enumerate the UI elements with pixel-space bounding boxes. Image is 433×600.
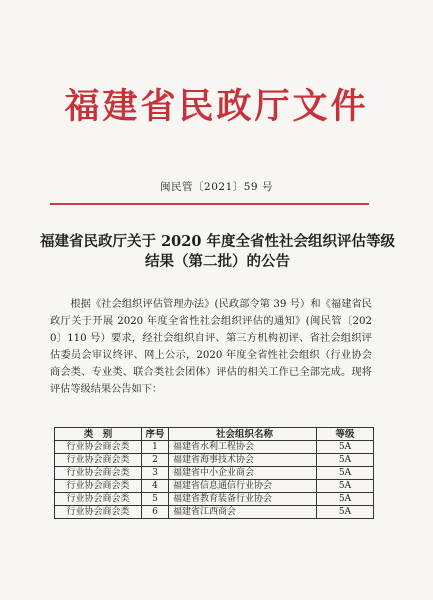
header-seq: 序号 xyxy=(142,428,169,441)
table-row xyxy=(55,493,374,506)
row-level: 5A xyxy=(317,454,374,467)
header-name: 社会组织名称 xyxy=(169,428,317,441)
table-row xyxy=(55,467,374,480)
red-divider-line xyxy=(50,203,369,205)
row-org-name: 福建省江西商会 xyxy=(169,506,317,519)
header-category: 类 别 xyxy=(55,428,142,441)
row-org-name: 福建省水利工程协会 xyxy=(169,441,317,454)
row-category: 行业协会商会类 xyxy=(55,480,142,493)
evaluation-results-table xyxy=(54,427,374,519)
table-row xyxy=(55,441,374,454)
row-category: 行业协会商会类 xyxy=(55,441,142,454)
row-org-name: 福建省海事技术协会 xyxy=(169,454,317,467)
row-seq: 6 xyxy=(142,506,169,519)
row-level: 5A xyxy=(317,467,374,480)
table-header-row xyxy=(55,428,374,441)
notice-body xyxy=(50,296,372,398)
row-category: 行业协会商会类 xyxy=(55,493,142,506)
row-seq: 4 xyxy=(142,480,169,493)
table-row xyxy=(55,480,374,493)
row-level: 5A xyxy=(317,506,374,519)
row-org-name: 福建省中小企业商会 xyxy=(169,467,317,480)
document-header-title: 福建省民政厅文件 xyxy=(64,86,369,127)
row-category: 行业协会商会类 xyxy=(55,506,142,519)
notice-title: 福建省民政厅关于 2020 年度全省性社会组织评估等级结果（第二批）的公告 xyxy=(40,233,395,270)
body-paragraph: 根据《社会组织评估管理办法》(民政部令第 39 号）和《福建省民政厅关于开展 2020 年度全省性社会组织评估的通知》(闽民管〔2020〕110 号）要求，经社会组织自评、第三方机构初评、省社会组织评估委员会审议终评、网上公示，2020 年度全省性社会组织（行业协会商会类、专业类、联合类社会团体）评估的相关工作已全部完成。现将评估等级结果公告如下： xyxy=(50,299,372,395)
row-seq: 5 xyxy=(142,493,169,506)
row-seq: 3 xyxy=(142,467,169,480)
table-row xyxy=(55,506,374,519)
row-level: 5A xyxy=(317,493,374,506)
document-number: 闽民管〔2021〕59 号 xyxy=(160,181,273,193)
row-level: 5A xyxy=(317,441,374,454)
row-org-name: 福建省教育装备行业协会 xyxy=(169,493,317,506)
table-row xyxy=(55,454,374,467)
row-seq: 2 xyxy=(142,454,169,467)
header-level: 等级 xyxy=(317,428,374,441)
row-level: 5A xyxy=(317,480,374,493)
row-category: 行业协会商会类 xyxy=(55,454,142,467)
row-seq: 1 xyxy=(142,441,169,454)
row-category: 行业协会商会类 xyxy=(55,467,142,480)
row-org-name: 福建省信息通信行业协会 xyxy=(169,480,317,493)
